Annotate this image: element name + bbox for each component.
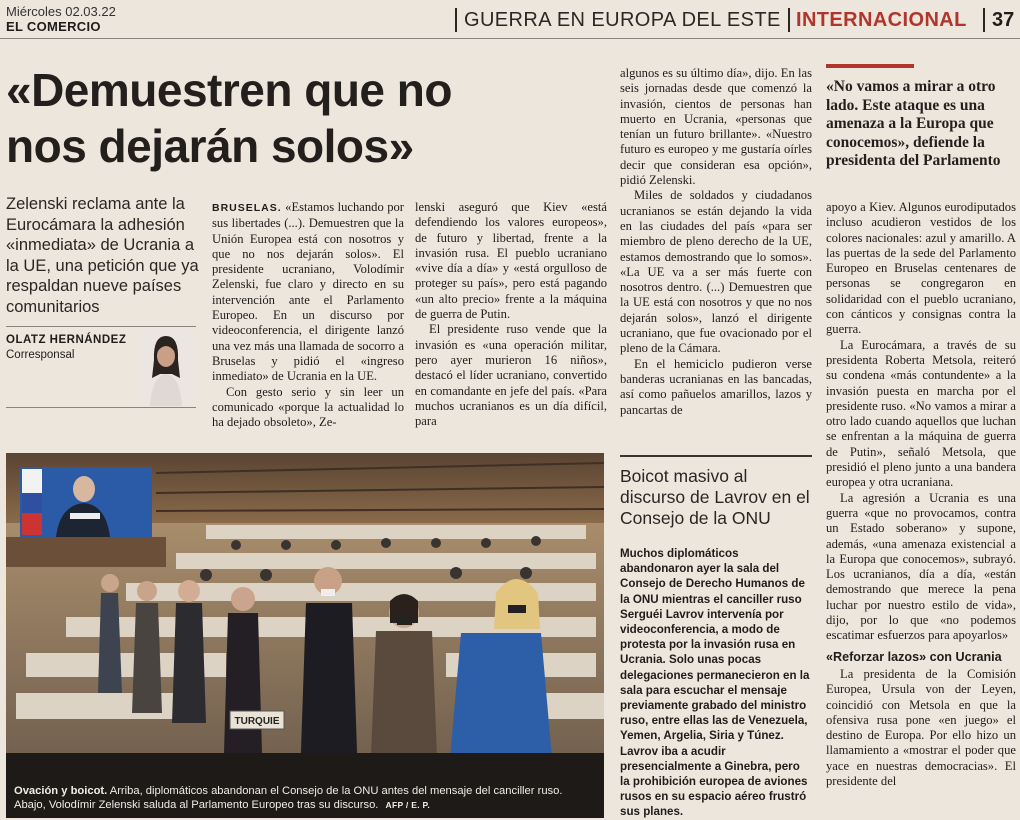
article-paragraph: algunos es su último día», dijo. En las seis jornadas desde que comenzó la invasión, cientos de personas han muerto en Ucrania, «personas que tenían un futuro brillante». «Nuestro futuro es europeo y me gustaría oírles decir que consideran esa opción», pidió Zelenski. bbox=[620, 66, 812, 188]
article-column-3 bbox=[620, 66, 812, 418]
masthead-divider bbox=[788, 8, 790, 32]
dateline: BRUSELAS. bbox=[212, 202, 282, 214]
article-column-1 bbox=[212, 200, 404, 430]
photo-credit: AFP / E. P. bbox=[385, 799, 431, 810]
masthead-divider bbox=[455, 8, 457, 32]
headline-line: «Demuestren que no bbox=[6, 64, 452, 116]
sidebar-title: Boicot masivo al discurso de Lavrov en el Consejo de la ONU bbox=[620, 466, 810, 528]
byline-top-rule bbox=[6, 326, 196, 327]
photo bbox=[6, 453, 604, 781]
article-paragraph: En el hemiciclo pudieron verse banderas ucranianas en las bancadas, así como pañuelos amarillos, lazos y pancartas de bbox=[620, 356, 812, 417]
masthead-category: INTERNACIONAL bbox=[796, 9, 967, 31]
masthead-divider bbox=[983, 8, 985, 32]
caption-text: Arriba, diplomáticos abandonan el Consejo de la ONU antes del mensaje del canciller ruso. Abajo, Volodímir Zelenski saluda al Parlamento Europeo tras su discurso. bbox=[14, 785, 563, 811]
article-column-2 bbox=[415, 200, 607, 429]
byline-author: OLATZ HERNÁNDEZ bbox=[6, 334, 127, 346]
standfirst: Zelenski reclama ante la Eurocámara la adhesión «inmediata» de Ucrania a la UE, una petición que ya respaldan nueve países comunitarios bbox=[6, 195, 199, 316]
article-paragraph: El presidente ruso vende que la invasión es «una operación militar, pero ayer murieron 16 niños», destacó el líder ucraniano, convertido en comandante en jefe del país. «Para muchos ucranianos es un día difícil, para bbox=[415, 322, 607, 429]
article-paragraph: La presidenta de la Comisión Europea, Ursula von der Leyen, coincidió con Metsola en que la ofensiva rusa pone «en juego» el destino de Europa. Por ello hizo un llamamiento a «mostrar el poder que yace en nuestras democracias». El presidente del bbox=[826, 666, 1016, 788]
article-paragraph: apoyo a Kiev. Algunos eurodiputados incluso acudieron vestidos de los colores nacionales: azul y amarillo. A las puertas de la sede del Parlamento Europeo en Bruselas centenares de personas se congregaron en solidaridad con el pueblo ucraniano, con cánticos y consignas contra la guerra. bbox=[826, 200, 1016, 337]
page-number: 37 bbox=[992, 9, 1015, 31]
photo-caption bbox=[14, 785, 596, 812]
pull-quote: «No vamos a mirar a otro lado. Este ataque es una amenaza a la Europa que conocemos», defiende la presidenta del Parlamento bbox=[826, 78, 1001, 169]
article-paragraph: lenski aseguró que Kiev «está defendiendo los valores europeos», de futuro y libertad, frente a la invasión rusa. El pueblo ucraniano «vive día a día» y «está orgulloso de proteger su país», pero está pagando «un alto precio» frente a la máquina de guerra de Putin. bbox=[415, 200, 607, 322]
article-paragraph: «Estamos luchando por sus libertades (...). Demuestren que la Unión Europea está con nosotros y que no nos dejarán solos». El presidente ucraniano, Volodímir Zelenski, fue claro y directo en su intervención ante el Parlamento Europeo. En un discurso por videoconferencia, el dirigente lanzó una vez más una llamada de socorro a Bruselas y pidió el «ingreso inmediato» de Ucrania en la UE. bbox=[212, 200, 404, 384]
masthead-underline bbox=[0, 38, 1020, 39]
byline-avatar bbox=[138, 330, 194, 406]
sidebar-top-rule bbox=[620, 455, 812, 457]
masthead-paper: EL COMERCIO bbox=[6, 19, 101, 34]
pull-quote-accent bbox=[826, 64, 914, 68]
article-paragraph: Miles de soldados y ciudadanos ucranianos se están dejando la vida en las ciudades del país «para ser miembro de pleno derecho de la UE, estamos demostrando que lo somos». «La UE va a ser más fuerte con nosotros dentro. (...) Demuestren que la UE está con nosotros y que no nos dejarán solos», lanzó el dirigente ucraniano, que fue ovacionado por el pleno de la Cámara. bbox=[620, 188, 812, 356]
article-paragraph: La agresión a Ucrania es una guerra «que no provocamos, contra un Estado soberano» y supone, además, «una amenaza existencial a la Europa que conocemos», subrayó. Los ucranianos, día a día, «están demostrando que merece la pena luchar por nuestro estilo de vida», dijo, por lo que «no podemos escatimar esfuerzos para apoyarlos» bbox=[826, 490, 1016, 643]
article-paragraph: Con gesto serio y sin leer un comunicado «porque la actualidad lo ha dejado obsoleto», Ze- bbox=[212, 384, 404, 430]
headline bbox=[6, 62, 606, 174]
masthead-date: Miércoles 02.03.22 bbox=[6, 4, 116, 19]
headline-line: nos dejarán solos» bbox=[6, 120, 414, 172]
article-column-4 bbox=[826, 200, 1016, 789]
sidebar-body: Muchos diplomáticos abandonaron ayer la sala del Consejo de Derecho Humanos de la ONU mientras el canciller ruso Serguéi Lavrov intervenía por videoconferencia, a modo de protesta por la invasión rusa en Ucrania. Solo unas pocas delegaciones permanecieron en la sala para escuchar el mensaje previamente grabado del ministro ruso, entre ellas las de Venezuela, Yemen, Argelia, Siria y Túnez. Lavrov iba a acudir presencialmente a Ginebra, pero la prohibición europea de aviones rusos en su espacio aéreo frustró sus planes. bbox=[620, 547, 810, 819]
masthead-section: GUERRA EN EUROPA DEL ESTE bbox=[464, 9, 781, 31]
byline-bottom-rule bbox=[6, 407, 196, 408]
byline-role: Corresponsal bbox=[6, 349, 75, 361]
caption-lead: Ovación y boicot. bbox=[14, 785, 108, 797]
article-paragraph: La Eurocámara, a través de su presidenta Roberta Metsola, reiteró su condena «más contundente» a la invasión puesta en marcha por el presidente ruso. «No vamos a mirar a otro lado cuando aquellos que luchan se enfrentan a la máquina de guerra de Putin», señaló Metsola, que presidió el pleno junto a una bandera europea y otra ucraniana. bbox=[826, 337, 1016, 490]
subhead: «Reforzar lazos» con Ucrania bbox=[826, 649, 1002, 664]
nameplate: TURQUIE bbox=[234, 716, 280, 727]
